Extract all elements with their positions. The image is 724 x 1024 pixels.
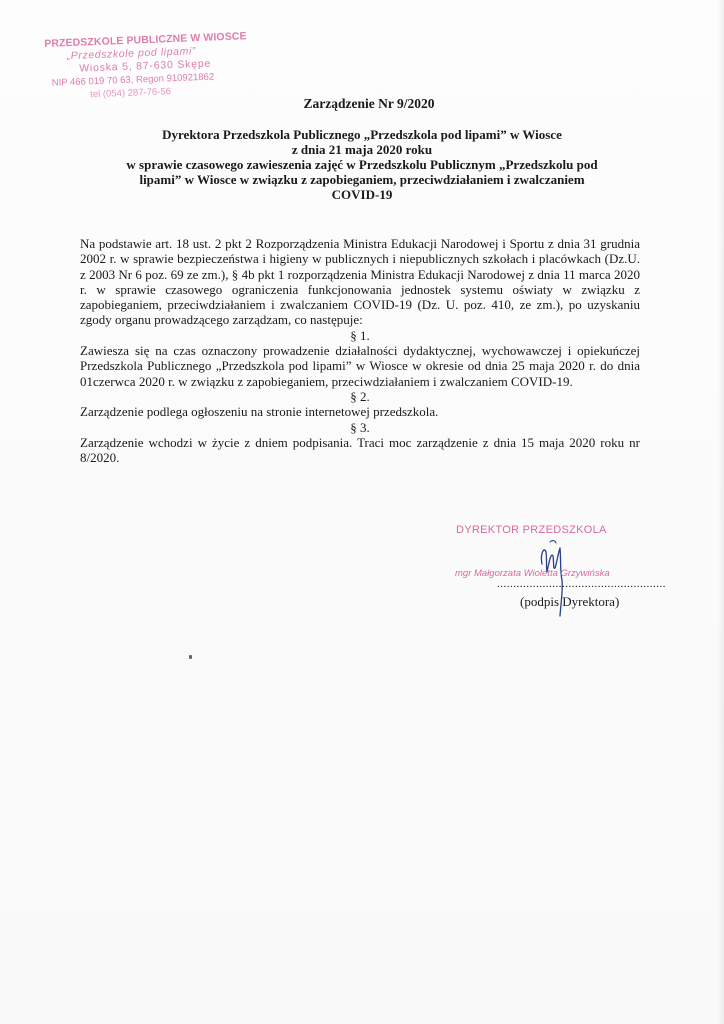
subtitle-line-2: z dnia 21 maja 2020 roku [291,142,433,157]
subtitle-line-4: lipami” w Wiosce w związku z zapobieganiem, przeciwdziałaniem i zwalczaniem [139,172,585,187]
scan-edge-shadow [718,0,724,1024]
stamp-line-2: „Przedszkole pod lipami” [66,45,197,63]
section-1-text: Zawiesza się na czas oznaczony prowadzenie działalności dydaktycznej, wychowawczej i opiekuńczej Przedszkola Publicznego „Przedszkola pod lipami” w Wiosce w okresie od dnia 25 maja 2020 r. do dnia 01czerwca 2020 r. w związku z zapobieganiem, przeciwdziałaniem i zwalczaniem COVID-19. [80,343,640,389]
stamp-line-5: tel (054) 287-76-56 [90,86,172,101]
section-3-mark: § 3. [350,419,370,435]
section-2-mark: § 2. [350,388,370,404]
signature-dotted-line: .................................................... [497,578,666,590]
stamp-line-1: PRZEDSZKOLE PUBLICZNE W WIOSCE [44,30,247,50]
document-title-text: Zarządzenie Nr 9/2020 [303,96,435,111]
subtitle-line-5: COVID-19 [331,187,393,202]
document-body [80,236,640,465]
scan-speck [189,655,192,659]
intro-paragraph: Na podstawie art. 18 ust. 2 pkt 2 Rozporządzenia Ministra Edukacji Narodowej i Sportu z dnia 31 grudnia 2002 r. w sprawie bezpieczeństwa i higieny w publicznych i niepublicznych szkołach i placówkach (Dz.U. z 2003 Nr 6 poz. 69 ze zm.), § 4b pkt 1 rozporządzenia Ministra Edukacji Narodowej z dnia 11 marca 2020 r. w sprawie czasowego ograniczenia funkcjonowania jednostek systemu oświaty w związku z zapobieganiem, przeciwdziałaniem i zwalczaniem COVID-19 (Dz. U. poz. 410, ze zm.), po uzyskaniu zgody organu prowadzącego zarządzam, co następuje: [80,236,640,328]
stamp-line-4: NIP 466 019 70 63, Regon 910921862 [51,71,215,89]
section-3-text: Zarządzenie wchodzi w życie z dniem podpisania. Traci moc zarządzenie z dnia 15 maja 2020 roku nr 8/2020. [80,434,640,466]
section-1-mark: § 1. [350,327,370,343]
director-stamp-title: DYREKTOR PRZEDSZKOLA [456,524,607,536]
subtitle-line-1: Dyrektora Przedszkola Publicznego „Przedszkola pod lipami” w Wiosce [162,127,562,142]
document-subtitle [82,127,642,202]
section-2-text: Zarządzenie podlega ogłoszeniu na stronie internetowej przedszkola. [80,404,439,420]
stamp-line-3: Wioska 5, 87-630 Skępe [78,57,212,75]
subtitle-line-3: w sprawie czasowego zawieszenia zajęć w Przedszkolu Publicznym „Przedszkolu pod [126,157,598,172]
institution-stamp [44,30,256,103]
director-name: mgr Małgorzata Wioletta Grzywińska [455,568,610,579]
signature-caption: (podpis Dyrektora) [520,594,620,609]
document-title [0,96,724,112]
